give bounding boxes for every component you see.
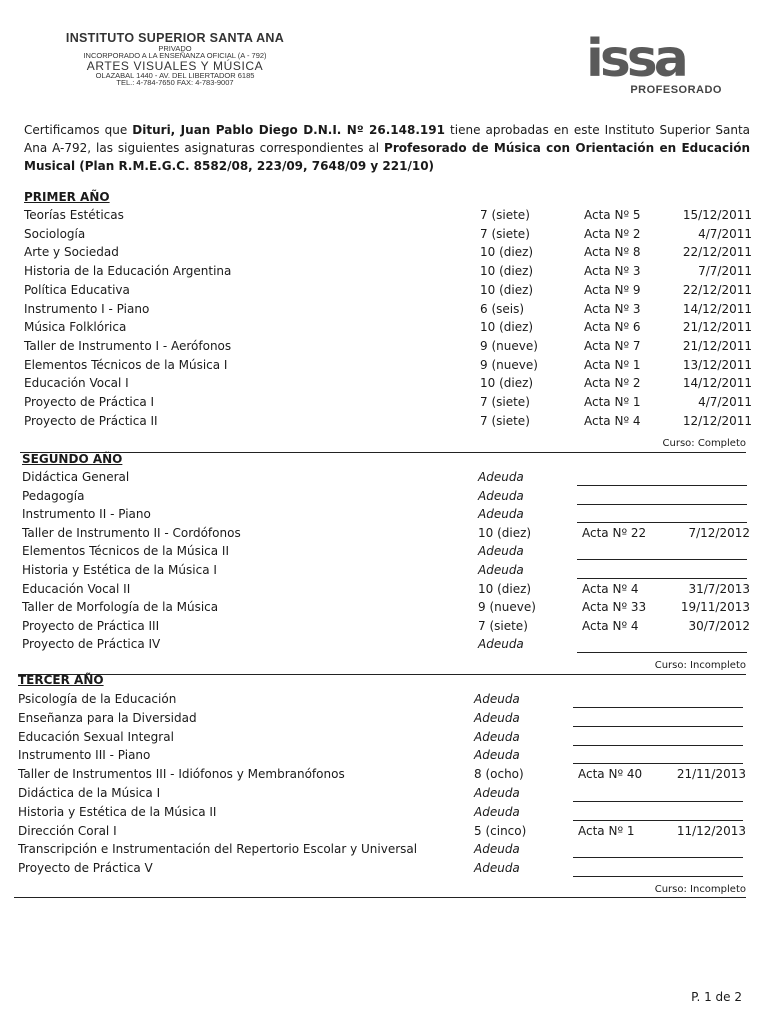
acta-number: Acta Nº 9 bbox=[584, 282, 641, 297]
grade: Adeuda bbox=[478, 470, 524, 484]
section-title: PRIMER AÑO bbox=[24, 190, 110, 204]
table-row bbox=[22, 600, 768, 618]
table-row bbox=[18, 767, 768, 785]
subject-name: Historia de la Educación Argentina bbox=[24, 264, 232, 279]
subject-name: Elementos Técnicos de la Música I bbox=[24, 357, 228, 372]
course-status: Curso: Completo bbox=[662, 438, 746, 449]
section-divider bbox=[20, 452, 746, 453]
subject-name: Música Folklórica bbox=[24, 320, 127, 335]
acta-number: Acta Nº 1 bbox=[578, 823, 635, 838]
blank-line bbox=[577, 504, 747, 505]
exam-date: 22/12/2011 bbox=[682, 282, 752, 297]
grade: 10 (diez) bbox=[478, 525, 532, 540]
blank-line bbox=[577, 578, 747, 579]
subject-name: Elementos Técnicos de la Música II bbox=[22, 544, 230, 559]
grade: Adeuda bbox=[474, 692, 520, 706]
table-row bbox=[18, 692, 768, 710]
blank-line bbox=[577, 485, 747, 486]
section-divider bbox=[14, 897, 746, 898]
subject-name: Taller de Instrumento II - Cordófonos bbox=[22, 525, 241, 540]
grade: Adeuda bbox=[478, 563, 524, 577]
grade: 8 (ocho) bbox=[474, 767, 524, 782]
grade: 7 (siete) bbox=[480, 208, 530, 222]
grade: Adeuda bbox=[474, 861, 520, 876]
grade: Adeuda bbox=[474, 748, 520, 763]
exam-date: 21/12/2011 bbox=[682, 338, 752, 353]
subject-name: Arte y Sociedad bbox=[24, 245, 119, 260]
subject-name: Proyecto de Práctica V bbox=[18, 861, 153, 876]
grade: 10 (diez) bbox=[480, 245, 534, 260]
table-row bbox=[24, 208, 768, 226]
table-row bbox=[18, 861, 768, 879]
table-row bbox=[18, 824, 768, 842]
blank-line bbox=[573, 820, 743, 821]
subject-name: Proyecto de Práctica III bbox=[22, 618, 160, 633]
subject-name: Proyecto de Práctica IV bbox=[22, 637, 161, 652]
blank-line bbox=[573, 876, 743, 877]
institution-name: INSTITUTO SUPERIOR SANTA ANA bbox=[65, 31, 285, 45]
grade: 10 (diez) bbox=[480, 320, 534, 335]
table-row bbox=[18, 748, 768, 766]
course-status: Curso: Incompleto bbox=[654, 660, 746, 671]
acta-number: Acta Nº 3 bbox=[584, 264, 641, 279]
table-row bbox=[18, 730, 768, 748]
grade: 6 (seis) bbox=[480, 301, 525, 316]
table-row bbox=[22, 637, 768, 655]
acta-number: Acta Nº 2 bbox=[584, 376, 641, 391]
grade: 10 (diez) bbox=[478, 581, 532, 596]
exam-date: 21/11/2013 bbox=[676, 767, 746, 782]
section-title: TERCER AÑO bbox=[18, 673, 104, 687]
table-row bbox=[22, 470, 768, 488]
subject-name: Dirección Coral I bbox=[18, 823, 117, 838]
page-number: P. 1 de 2 bbox=[691, 990, 742, 1004]
table-row bbox=[24, 302, 768, 320]
subject-name: Taller de Instrumentos III - Idiófonos y Membranófonos bbox=[18, 767, 345, 782]
course-status: Curso: Incompleto bbox=[654, 884, 746, 895]
subject-name: Teorías Estéticas bbox=[24, 208, 124, 222]
subject-name: Pedagogía bbox=[22, 488, 85, 503]
grade: Adeuda bbox=[474, 786, 520, 800]
grade: 7 (siete) bbox=[480, 395, 530, 409]
grade: 10 (diez) bbox=[480, 264, 534, 279]
exam-date: 7/7/2011 bbox=[698, 264, 752, 279]
grade: 9 (nueve) bbox=[478, 600, 536, 615]
section-title: SEGUNDO AÑO bbox=[22, 452, 123, 466]
subject-name: Enseñanza para la Diversidad bbox=[18, 710, 197, 725]
intro-text-1: Certificamos que bbox=[24, 123, 133, 137]
blank-line bbox=[577, 559, 747, 560]
table-row bbox=[18, 805, 768, 823]
table-row bbox=[22, 489, 768, 507]
grade: 9 (nueve) bbox=[480, 338, 538, 353]
logo-subtitle: PROFESORADO bbox=[630, 84, 722, 96]
exam-date: 30/7/2012 bbox=[688, 618, 750, 633]
institution-type: PRIVADO bbox=[158, 43, 192, 53]
exam-date: 12/12/2011 bbox=[682, 413, 752, 428]
table-row bbox=[24, 395, 768, 413]
acta-number: Acta Nº 2 bbox=[584, 226, 641, 241]
exam-date: 7/12/2012 bbox=[688, 525, 750, 540]
subject-name: Sociología bbox=[24, 226, 86, 241]
acta-number: Acta Nº 6 bbox=[584, 320, 641, 335]
grade: Adeuda bbox=[474, 804, 520, 819]
blank-line bbox=[577, 652, 747, 653]
table-row bbox=[22, 563, 768, 581]
table-row bbox=[22, 526, 768, 544]
table-row bbox=[18, 842, 768, 860]
program-name: Profesorado de Música con Orientación en Educación Musical (Plan R.M.E.G.C. 8582/08, 223/09, 7648/09 y 221/10) bbox=[24, 141, 750, 173]
grade: Adeuda bbox=[474, 710, 520, 725]
logo-word: issa bbox=[586, 29, 685, 89]
subject-name: Proyecto de Práctica II bbox=[24, 413, 158, 428]
intro-text-2: tiene aprobadas en este Instituto Superior Santa Ana A-792, las siguientes asignaturas correspondientes al bbox=[24, 123, 750, 155]
grade: 7 (siete) bbox=[480, 413, 530, 428]
acta-number: Acta Nº 1 bbox=[584, 395, 641, 409]
institution-incorporation: INCORPORADO A LA ENSEÑANZA OFICIAL (A - 792) bbox=[83, 51, 267, 60]
grade: Adeuda bbox=[474, 842, 520, 857]
subject-name: Didáctica General bbox=[22, 470, 130, 484]
acta-number: Acta Nº 4 bbox=[584, 413, 641, 428]
blank-line bbox=[573, 707, 743, 708]
subject-name: Historia y Estética de la Música I bbox=[22, 563, 217, 577]
table-row bbox=[24, 414, 768, 432]
certificate-intro bbox=[24, 121, 750, 175]
acta-number: Acta Nº 40 bbox=[578, 767, 643, 782]
grade: Adeuda bbox=[478, 488, 524, 503]
table-row bbox=[24, 227, 768, 245]
table-row bbox=[24, 264, 768, 282]
grade: 7 (siete) bbox=[478, 618, 528, 633]
blank-line bbox=[573, 801, 743, 802]
subject-name: Instrumento I - Piano bbox=[24, 301, 150, 316]
subject-name: Taller de Morfología de la Música bbox=[22, 600, 219, 615]
acta-number: Acta Nº 1 bbox=[584, 357, 641, 372]
subject-name: Instrumento II - Piano bbox=[22, 507, 151, 522]
blank-line bbox=[573, 726, 743, 727]
subject-name: Política Educativa bbox=[24, 282, 130, 297]
institution-phone: TEL.: 4-784-7650 FAX: 4-783-9007 bbox=[116, 78, 234, 87]
grade: 10 (diez) bbox=[480, 376, 534, 391]
acta-number: Acta Nº 4 bbox=[582, 618, 639, 633]
student-name: Dituri, Juan Pablo Diego D.N.I. Nº 26.148.191 bbox=[132, 123, 445, 137]
subject-name: Educación Sexual Integral bbox=[18, 729, 174, 744]
institution-header bbox=[40, 32, 310, 87]
exam-date: 11/12/2013 bbox=[676, 823, 746, 838]
grade: 10 (diez) bbox=[480, 282, 534, 297]
grade: 9 (nueve) bbox=[480, 357, 538, 372]
acta-number: Acta Nº 33 bbox=[582, 600, 647, 615]
subject-name: Proyecto de Práctica I bbox=[24, 395, 155, 409]
subject-name: Didáctica de la Música I bbox=[18, 786, 161, 800]
section-divider bbox=[18, 674, 746, 675]
table-row bbox=[24, 320, 768, 338]
table-row bbox=[24, 339, 768, 357]
table-row bbox=[22, 582, 768, 600]
institution-address: OLAZABAL 1440 - AV. DEL LIBERTADOR 6185 bbox=[95, 70, 255, 80]
exam-date: 15/12/2011 bbox=[682, 208, 752, 222]
acta-number: Acta Nº 7 bbox=[584, 338, 641, 353]
subject-name: Transcripción e Instrumentación del Repertorio Escolar y Universal bbox=[18, 842, 418, 857]
grade: Adeuda bbox=[478, 637, 524, 652]
acta-number: Acta Nº 22 bbox=[582, 525, 647, 540]
exam-date: 19/11/2013 bbox=[680, 600, 750, 615]
acta-number: Acta Nº 4 bbox=[582, 581, 639, 596]
exam-date: 14/12/2011 bbox=[682, 376, 752, 391]
grade: Adeuda bbox=[478, 507, 524, 522]
subject-name: Taller de Instrumento I - Aerófonos bbox=[24, 338, 232, 353]
exam-date: 4/7/2011 bbox=[698, 395, 752, 409]
table-row bbox=[22, 544, 768, 562]
exam-date: 4/7/2011 bbox=[698, 226, 752, 241]
subject-name: Instrumento III - Piano bbox=[18, 748, 151, 763]
exam-date: 13/12/2011 bbox=[682, 357, 752, 372]
issa-logo bbox=[586, 29, 726, 98]
table-row bbox=[24, 358, 768, 376]
acta-number: Acta Nº 8 bbox=[584, 245, 641, 260]
subject-name: Educación Vocal I bbox=[24, 376, 129, 391]
subject-name: Psicología de la Educación bbox=[18, 692, 177, 706]
subject-name: Historia y Estética de la Música II bbox=[18, 804, 217, 819]
grade: Adeuda bbox=[478, 544, 524, 559]
table-row bbox=[24, 376, 768, 394]
table-row bbox=[22, 507, 768, 525]
blank-line bbox=[573, 745, 743, 746]
grade: 7 (siete) bbox=[480, 226, 530, 241]
exam-date: 21/12/2011 bbox=[682, 320, 752, 335]
exam-date: 22/12/2011 bbox=[682, 245, 752, 260]
grade: 5 (cinco) bbox=[474, 823, 527, 838]
table-row bbox=[18, 786, 768, 804]
table-row bbox=[22, 619, 768, 637]
blank-line bbox=[573, 763, 743, 764]
institution-area: ARTES VISUALES Y MÚSICA bbox=[86, 58, 264, 73]
acta-number: Acta Nº 5 bbox=[584, 208, 641, 222]
table-row bbox=[24, 245, 768, 263]
table-row bbox=[18, 711, 768, 729]
blank-line bbox=[577, 522, 747, 523]
exam-date: 31/7/2013 bbox=[688, 581, 750, 596]
table-row bbox=[24, 283, 768, 301]
acta-number: Acta Nº 3 bbox=[584, 301, 641, 316]
blank-line bbox=[573, 857, 743, 858]
exam-date: 14/12/2011 bbox=[682, 301, 752, 316]
grade: Adeuda bbox=[474, 729, 520, 744]
subject-name: Educación Vocal II bbox=[22, 581, 131, 596]
